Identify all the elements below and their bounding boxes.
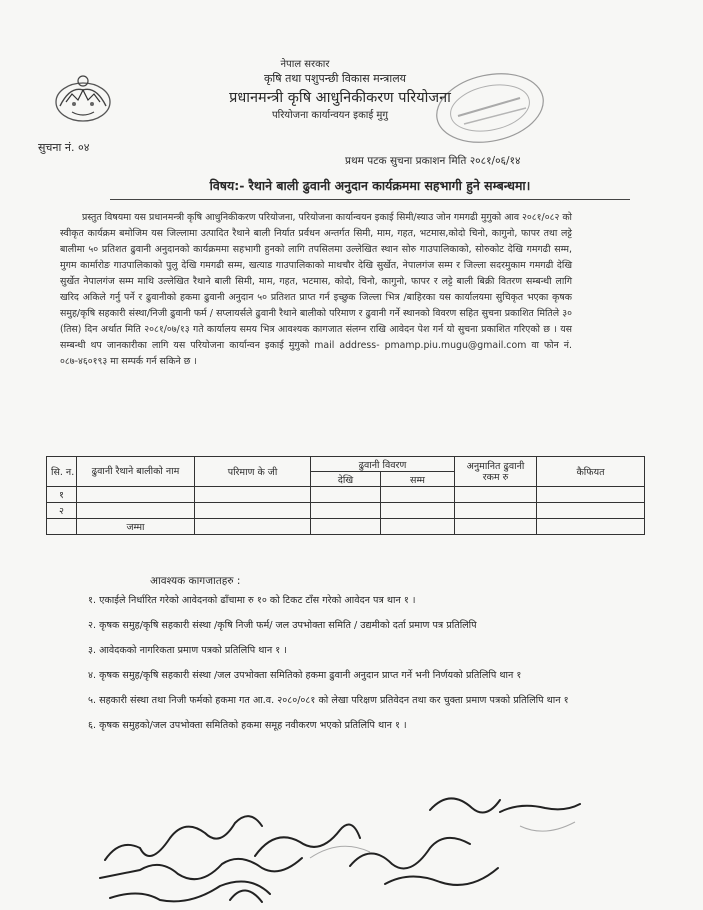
header-project: प्रधानमन्त्री कृषि आधुनिकीकरण परियोजना xyxy=(229,90,451,106)
col-header-quantity: परिमाण के जी xyxy=(195,457,311,487)
nepal-emblem-icon xyxy=(52,72,114,124)
table-cell xyxy=(455,487,537,503)
table-cell xyxy=(455,503,537,519)
notice-number: सुचना नं. ०४ xyxy=(38,141,90,154)
publication-date: प्रथम पटक सुचना प्रकाशन मिति २०८१/०६/१४ xyxy=(345,155,521,167)
table-cell xyxy=(311,487,381,503)
table-cell xyxy=(455,519,537,535)
table-cell-sn: १ xyxy=(47,487,77,503)
table-cell-sn xyxy=(47,519,77,535)
table-cell xyxy=(537,519,645,535)
col-header-cost: अनुमानित ढुवानी रकम रु xyxy=(455,457,537,487)
table-cell xyxy=(195,487,311,503)
document-item: १. एकाईले निर्धारित गरेको आवेदनको ढाँचामा रु १० को टिकट टाँस गरेको आवेदन पत्र थान १ । xyxy=(88,595,416,606)
documents-title: आवश्यक कागजातहरु : xyxy=(150,575,241,587)
table-cell xyxy=(381,503,455,519)
col-header-crop: ढुवानी रैथाने बालीको नाम xyxy=(77,457,195,487)
header-ministry: कृषि तथा पशुपन्छी विकास मन्त्रालय xyxy=(263,72,407,85)
transport-table xyxy=(46,456,645,535)
table-header-row xyxy=(47,457,645,472)
col-header-to: सम्म xyxy=(381,472,455,487)
document-item: ५. सहकारी संस्था तथा निजी फर्मको हकमा गत आ.व. २०८०/०८१ को लेखा परिक्षण प्रतिवेदन तथा कर चुक्ता प्रमाण पत्रको प्रतिलिपि थान १ xyxy=(88,695,569,706)
table-cell xyxy=(195,503,311,519)
document-item: ३. आवेदकको नागरिकता प्रमाण पत्रको प्रतिलिपि थान १ । xyxy=(88,645,287,656)
table-cell xyxy=(195,519,311,535)
col-header-sn: सि. न. xyxy=(47,457,77,487)
document-item: २. कृषक समुह/कृषि सहकारी संस्था /कृषि निजी फर्म/ जल उपभोक्ता समिति / उद्यमीको दर्ता प्रमाण पत्र प्रतिलिपि xyxy=(88,620,477,631)
document-item: ४. कृषक समुह/कृषि सहकारी संस्था /जल उपभोक्ता समितिको हकमा ढुवानी अनुदान प्राप्त गर्ने भनी निर्णयको प्रतिलिपि थान १ xyxy=(88,670,522,681)
header-government: नेपाल सरकार xyxy=(280,59,330,70)
table-cell-sn: २ xyxy=(47,503,77,519)
col-header-from: देखि xyxy=(311,472,381,487)
subject-underline xyxy=(110,199,630,200)
header-unit: परियोजना कार्यान्वयन इकाई मुगु xyxy=(271,110,389,121)
table-cell xyxy=(537,503,645,519)
table-row xyxy=(47,503,645,519)
table-cell-total-label: जम्मा xyxy=(77,519,195,535)
handwritten-signatures-icon xyxy=(0,778,703,910)
table-row xyxy=(47,487,645,503)
table-cell xyxy=(77,487,195,503)
table-cell xyxy=(381,487,455,503)
documents-list xyxy=(88,594,588,744)
document-item: ६. कृषक समुहको/जल उपभोक्ता समितिको हकमा समूह नवीकरण भएको प्रतिलिपि थान १ । xyxy=(88,720,407,731)
col-header-remarks: कैफियत xyxy=(537,457,645,487)
notice-body: प्रस्तुत विषयमा यस प्रधानमन्त्री कृषि आधुनिकीकरण परियोजना, परियोजना कार्यान्वयन इकाई सिमी/स्याउ जोन गमगढी मुगुको आव २०८१/०८२ को स्वीकृत कार्यक्रम बमोजिम यस जिल्लामा उत्पादित रैथाने बाली निर्यात प्रर्वधन अन्तर्गत सिमी, माम, गहत, भटमास,कोदो चिनो, कागुनो, फापर तथा लट्टे बालीमा ५० प्रतिशत ढुवानी अनुदानको कार्यक्रममा सहभागी हुनको लागि तपसिलमा उल्लेखित स्थान सोरु गाउपालिकाको, सोरुकोट देखि गमगढी सम्म, मुगम कार्मारोङ गाउपालिकाको पुलु देखि गमगढी सम्म, खत्याड गाउपालिकाको माथचौर देखि सुर्खेत, नेपालगंज सम्म र जिल्ला सदरमुकाम गमगढी देखि सुर्खेत नेपालगंज सम्म माथि उल्लेखित रैथाने बाली सिमी, माम, गहत, भटमास, कोदो, चिनो, कागुनो, फापर र लट्टे बाली बिक्री वितरण सम्बन्धी लागि खरिद अकिले गर्नु पर्ने र ढुवानीको हकमा ढुवानी अनुदान ५० प्रतिशत प्राप्त गर्न इच्छुक जिल्ला भित्र /बाहिरका यस कार्यालयमा सुचिकृत भएका कृषक समुह/कृषि सहकारी संस्था/निजी ढुवानी फर्म / सप्लायर्सले ढुवानी रैथाने बालीको परिमाण र ढुवानी गर्ने स्थानको विवरण सहित सुचना प्रकाशित मितिले ३० (तिस) दिन अर्थात मिति २०८१/०७/१३ गते कार्यालय समय भित्र आवश्यक कागजात संलग्न राखि आवेदन पेश गर्न यो सुचना प्रकाशित गरिएको छ । यस सम्बन्धी थप जानकारीका लागि यस परियोजना कार्यान्वन इकाई मुगुको mail address- pmamp.piu.mugu@gmail.com वा फोन नं. ०८७-४६०१९३ मा सम्पर्क गर्न सकिने छ । xyxy=(60,212,572,367)
table-cell xyxy=(537,487,645,503)
table-cell xyxy=(381,519,455,535)
table-row-total xyxy=(47,519,645,535)
col-header-transport: ढुवानी विवरण xyxy=(311,457,455,472)
table-cell xyxy=(311,519,381,535)
table-cell xyxy=(311,503,381,519)
subject-heading: विषय:- रैथाने बाली ढुवानी अनुदान कार्यक्रममा सहभागी हुने सम्बन्धमा। xyxy=(209,178,531,193)
table-cell xyxy=(77,503,195,519)
